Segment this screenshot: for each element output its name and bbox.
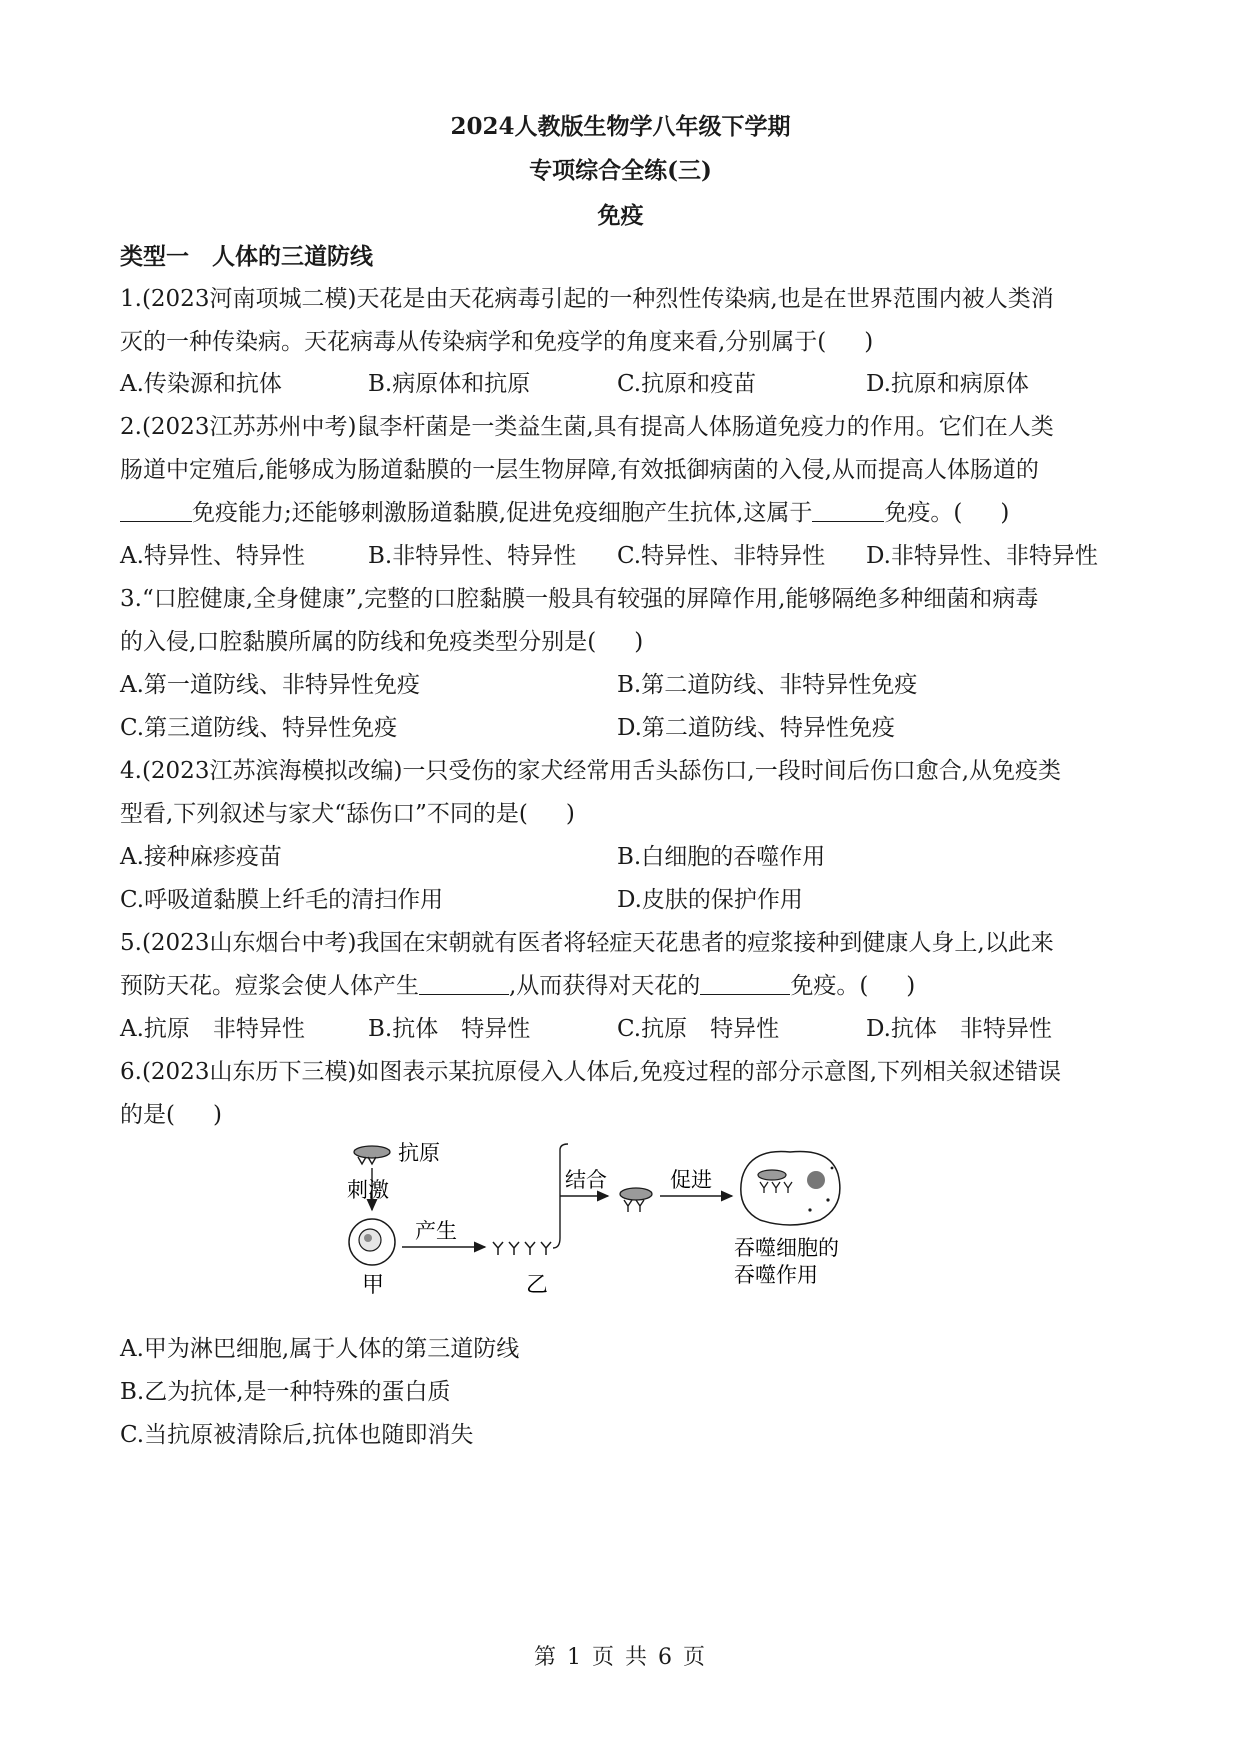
q2-blank-2 (812, 501, 884, 522)
q1-line2: 灭的一种传染病。天花病毒从传染病学和免疫学的角度来看,分别属于( ) (120, 329, 874, 355)
phagocyte-cell-icon (741, 1151, 840, 1225)
antigen-icon (354, 1146, 390, 1164)
q5-blank-1 (419, 974, 509, 995)
label-combine: 结合 (565, 1168, 607, 1192)
q3-option-b: B.第二道防线、非特异性免疫 (617, 672, 918, 698)
q5-option-d: D.抗体 非特异性 (866, 1016, 1052, 1042)
q3-option-c: C.第三道防线、特异性免疫 (120, 715, 398, 741)
label-phago-line2: 吞噬作用 (734, 1263, 818, 1287)
q3-option-d: D.第二道防线、特异性免疫 (617, 715, 895, 741)
antibody-group-icon (493, 1242, 551, 1255)
label-antigen: 抗原 (398, 1141, 440, 1165)
q6-line1: 6.(2023山东历下三模)如图表示某抗原侵入人体后,免疫过程的部分示意图,下列相关叙述错误 (120, 1059, 1062, 1085)
q2-option-c: C.特异性、非特异性 (617, 543, 826, 569)
q2-option-a: A.特异性、特异性 (120, 543, 305, 569)
q2-line3: 免疫能力;还能够刺激肠道黏膜,促进免疫细胞产生抗体,这属于 免疫。( ) (120, 494, 1009, 527)
lymphocyte-cell-icon (349, 1219, 395, 1265)
q4-option-a: A.接种麻疹疫苗 (120, 844, 282, 870)
q2-line2: 肠道中定殖后,能够成为肠道黏膜的一层生物屏障,有效抵御病菌的入侵,从而提高人体肠道的 (120, 457, 1039, 483)
q6-line2: 的是( ) (120, 1102, 222, 1128)
q5-line2: 预防天花。痘浆会使人体产生 ,从而获得对天花的 免疫。( ) (120, 973, 916, 999)
q4-line2: 型看,下列叙述与家犬“舔伤口”不同的是( ) (120, 801, 575, 827)
q2-blank-1 (120, 501, 192, 522)
label-phago-line1: 吞噬细胞的 (734, 1236, 839, 1260)
label-yi: 乙 (526, 1273, 549, 1298)
q4-option-c: C.呼吸道黏膜上纤毛的清扫作用 (120, 887, 444, 913)
q5-option-a: A.抗原 非特异性 (120, 1016, 305, 1042)
q5-option-c: C.抗原 特异性 (617, 1016, 780, 1042)
label-produce: 产生 (415, 1219, 457, 1243)
q1-option-b: B.病原体和抗原 (368, 371, 531, 397)
q5-line1: 5.(2023山东烟台中考)我国在宋朝就有医者将轻症天花患者的痘浆接种到健康人身上,以此来 (120, 930, 1054, 956)
q1-line1: 1.(2023河南项城二模)天花是由天花病毒引起的一种烈性传染病,也是在世界范围内被人类消 (120, 286, 1054, 312)
label-jia: 甲 (362, 1273, 385, 1298)
q6-option-c: C.当抗原被清除后,抗体也随即消失 (120, 1422, 474, 1448)
page-number-footer: 第 1 页 共 6 页 (534, 1645, 707, 1670)
q4-line1: 4.(2023江苏滨海模拟改编)一只受伤的家犬经常用舌头舔伤口,一段时间后伤口愈合,从免疫类 (120, 758, 1062, 784)
q3-line2: 的入侵,口腔黏膜所属的防线和免疫类型分别是( ) (120, 629, 644, 655)
q3-option-a: A.第一道防线、非特异性免疫 (120, 672, 420, 698)
q4-option-d: D.皮肤的保护作用 (617, 887, 803, 913)
q2-option-d: D.非特异性、非特异性 (866, 543, 1098, 569)
antigen-antibody-complex-icon (620, 1188, 652, 1212)
q1-option-c: C.抗原和疫苗 (617, 371, 757, 397)
q2-option-b: B.非特异性、特异性 (368, 543, 577, 569)
q5-option-b: B.抗体 特异性 (368, 1016, 531, 1042)
q4-option-b: B.白细胞的吞噬作用 (617, 844, 826, 870)
section-heading: 类型一 人体的三道防线 (120, 244, 373, 270)
doc-topic: 免疫 (597, 202, 644, 229)
q6-option-a: A.甲为淋巴细胞,属于人体的第三道防线 (120, 1336, 520, 1362)
q3-line1: 3.“口腔健康,全身健康”,完整的口腔黏膜一般具有较强的屏障作用,能够隔绝多种细菌和病毒 (120, 586, 1039, 612)
q6-option-b: B.乙为抗体,是一种特殊的蛋白质 (120, 1379, 451, 1405)
q5-blank-2 (700, 974, 790, 995)
q2-line1: 2.(2023江苏苏州中考)鼠李杆菌是一类益生菌,具有提高人体肠道免疫力的作用。它们在人类 (120, 414, 1054, 440)
q1-option-a: A.传染源和抗体 (120, 371, 282, 397)
immune-process-diagram (340, 1130, 900, 1315)
doc-subtitle: 专项综合全练(三) (529, 157, 712, 184)
q1-option-d: D.抗原和病原体 (866, 371, 1029, 397)
doc-title: 2024人教版生物学八年级下学期 (450, 113, 791, 140)
label-promote: 促进 (670, 1168, 712, 1192)
label-stimulate: 刺激 (347, 1178, 389, 1202)
